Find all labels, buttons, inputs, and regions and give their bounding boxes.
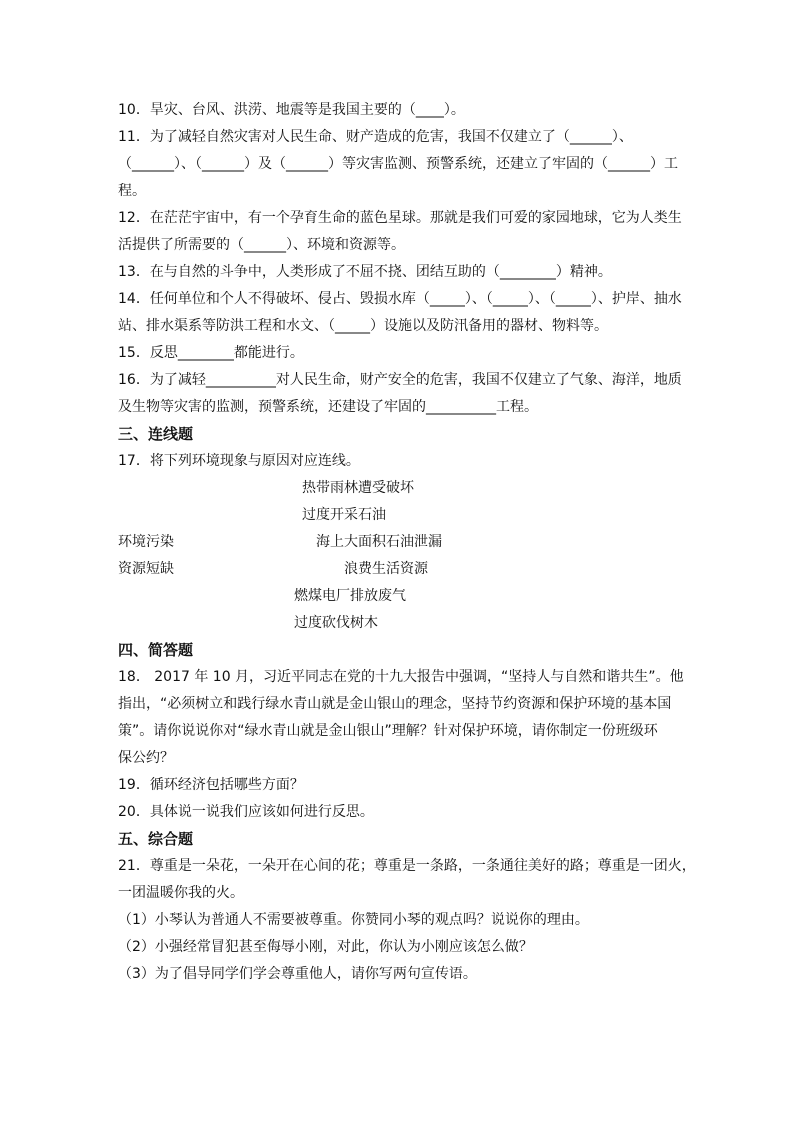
match-right-item: 浪费生活资源 bbox=[344, 561, 428, 577]
section-heading-short-answer: 四、简答题 bbox=[118, 641, 194, 659]
question-12-line-2: 活提供了所需要的（______）、环境和资源等。 bbox=[118, 237, 405, 253]
question-18-line-3: 策”。请你说说你对“绿水青山就是金山银山”理解？针对保护环境，请你制定一份班级环 bbox=[118, 723, 658, 739]
match-right-item: 热带雨林遭受破坏 bbox=[302, 480, 414, 496]
question-14-line-2: 站、排水渠系等防洪工程和水文、（_____）设施以及防汛备用的器材、物料等。 bbox=[118, 318, 608, 334]
match-left-item: 资源短缺 bbox=[118, 561, 174, 577]
match-left-item: 环境污染 bbox=[118, 534, 174, 550]
question-13: 13．在与自然的斗争中，人类形成了不屈不挠、团结互助的（________）精神。 bbox=[118, 264, 612, 280]
section-heading-comprehensive: 五、综合题 bbox=[118, 830, 194, 848]
question-21-sub-2: （2）小强经常冒犯甚至侮辱小刚，对此，你认为小刚应该怎么做？ bbox=[118, 939, 533, 955]
match-right-item: 燃煤电厂排放废气 bbox=[294, 588, 406, 604]
question-21-line-1: 21．尊重是一朵花，一朵开在心间的花；尊重是一条路，一条通往美好的路；尊重是一团火， bbox=[118, 858, 696, 874]
match-right-item: 过度开采石油 bbox=[302, 507, 386, 523]
question-21-sub-1: （1）小琴认为普通人不需要被尊重。你赞同小琴的观点吗？说说你的理由。 bbox=[118, 912, 589, 928]
question-16-line-1: 16．为了减轻__________对人民生命，财产安全的危害，我国不仅建立了气象、海洋，地质 bbox=[118, 372, 682, 388]
question-18-line-4: 保公约？ bbox=[118, 750, 174, 766]
question-11-line-2: （______）、（______）及（______）等灾害监测、预警系统，还建立了牢固的（______）工 bbox=[118, 156, 678, 172]
question-10: 10．旱灾、台风、洪涝、地震等是我国主要的（____）。 bbox=[118, 102, 465, 118]
section-heading-matching: 三、连线题 bbox=[118, 425, 194, 443]
question-18-line-1: 18． 2017 年 10 月，习近平同志在党的十九大报告中强调，“坚持人与自然和谐共生”。他 bbox=[118, 669, 684, 685]
match-right-item: 过度砍伐树木 bbox=[294, 615, 378, 631]
question-19: 19．循环经济包括哪些方面？ bbox=[118, 777, 304, 793]
question-21-sub-3: （3）为了倡导同学们学会尊重他人，请你写两句宣传语。 bbox=[118, 966, 477, 982]
question-12-line-1: 12．在茫茫宇宙中，有一个孕育生命的蓝色星球。那就是我们可爱的家园地球，它为人类生 bbox=[118, 210, 682, 226]
question-17: 17．将下列环境现象与原因对应连线。 bbox=[118, 453, 360, 469]
question-21-line-2: 一团温暖你我的火。 bbox=[118, 885, 244, 901]
question-18-line-2: 指出，“必须树立和践行绿水青山就是金山银山的理念，坚持节约资源和保护环境的基本国 bbox=[118, 696, 672, 712]
question-14-line-1: 14．任何单位和个人不得破坏、侵占、毁损水库（_____）、（_____）、（_____）、护岸、抽水 bbox=[118, 291, 682, 307]
question-15: 15．反思________都能进行。 bbox=[118, 345, 304, 361]
question-11-line-1: 11．为了减轻自然灾害对人民生命、财产造成的危害，我国不仅建立了（______）、 bbox=[118, 129, 633, 145]
match-right-item: 海上大面积石油泄漏 bbox=[316, 534, 442, 550]
question-16-line-2: 及生物等灾害的监测，预警系统，还建设了牢固的__________工程。 bbox=[118, 399, 538, 415]
question-20: 20．具体说一说我们应该如何进行反思。 bbox=[118, 804, 374, 820]
question-11-line-3: 程。 bbox=[118, 183, 146, 199]
